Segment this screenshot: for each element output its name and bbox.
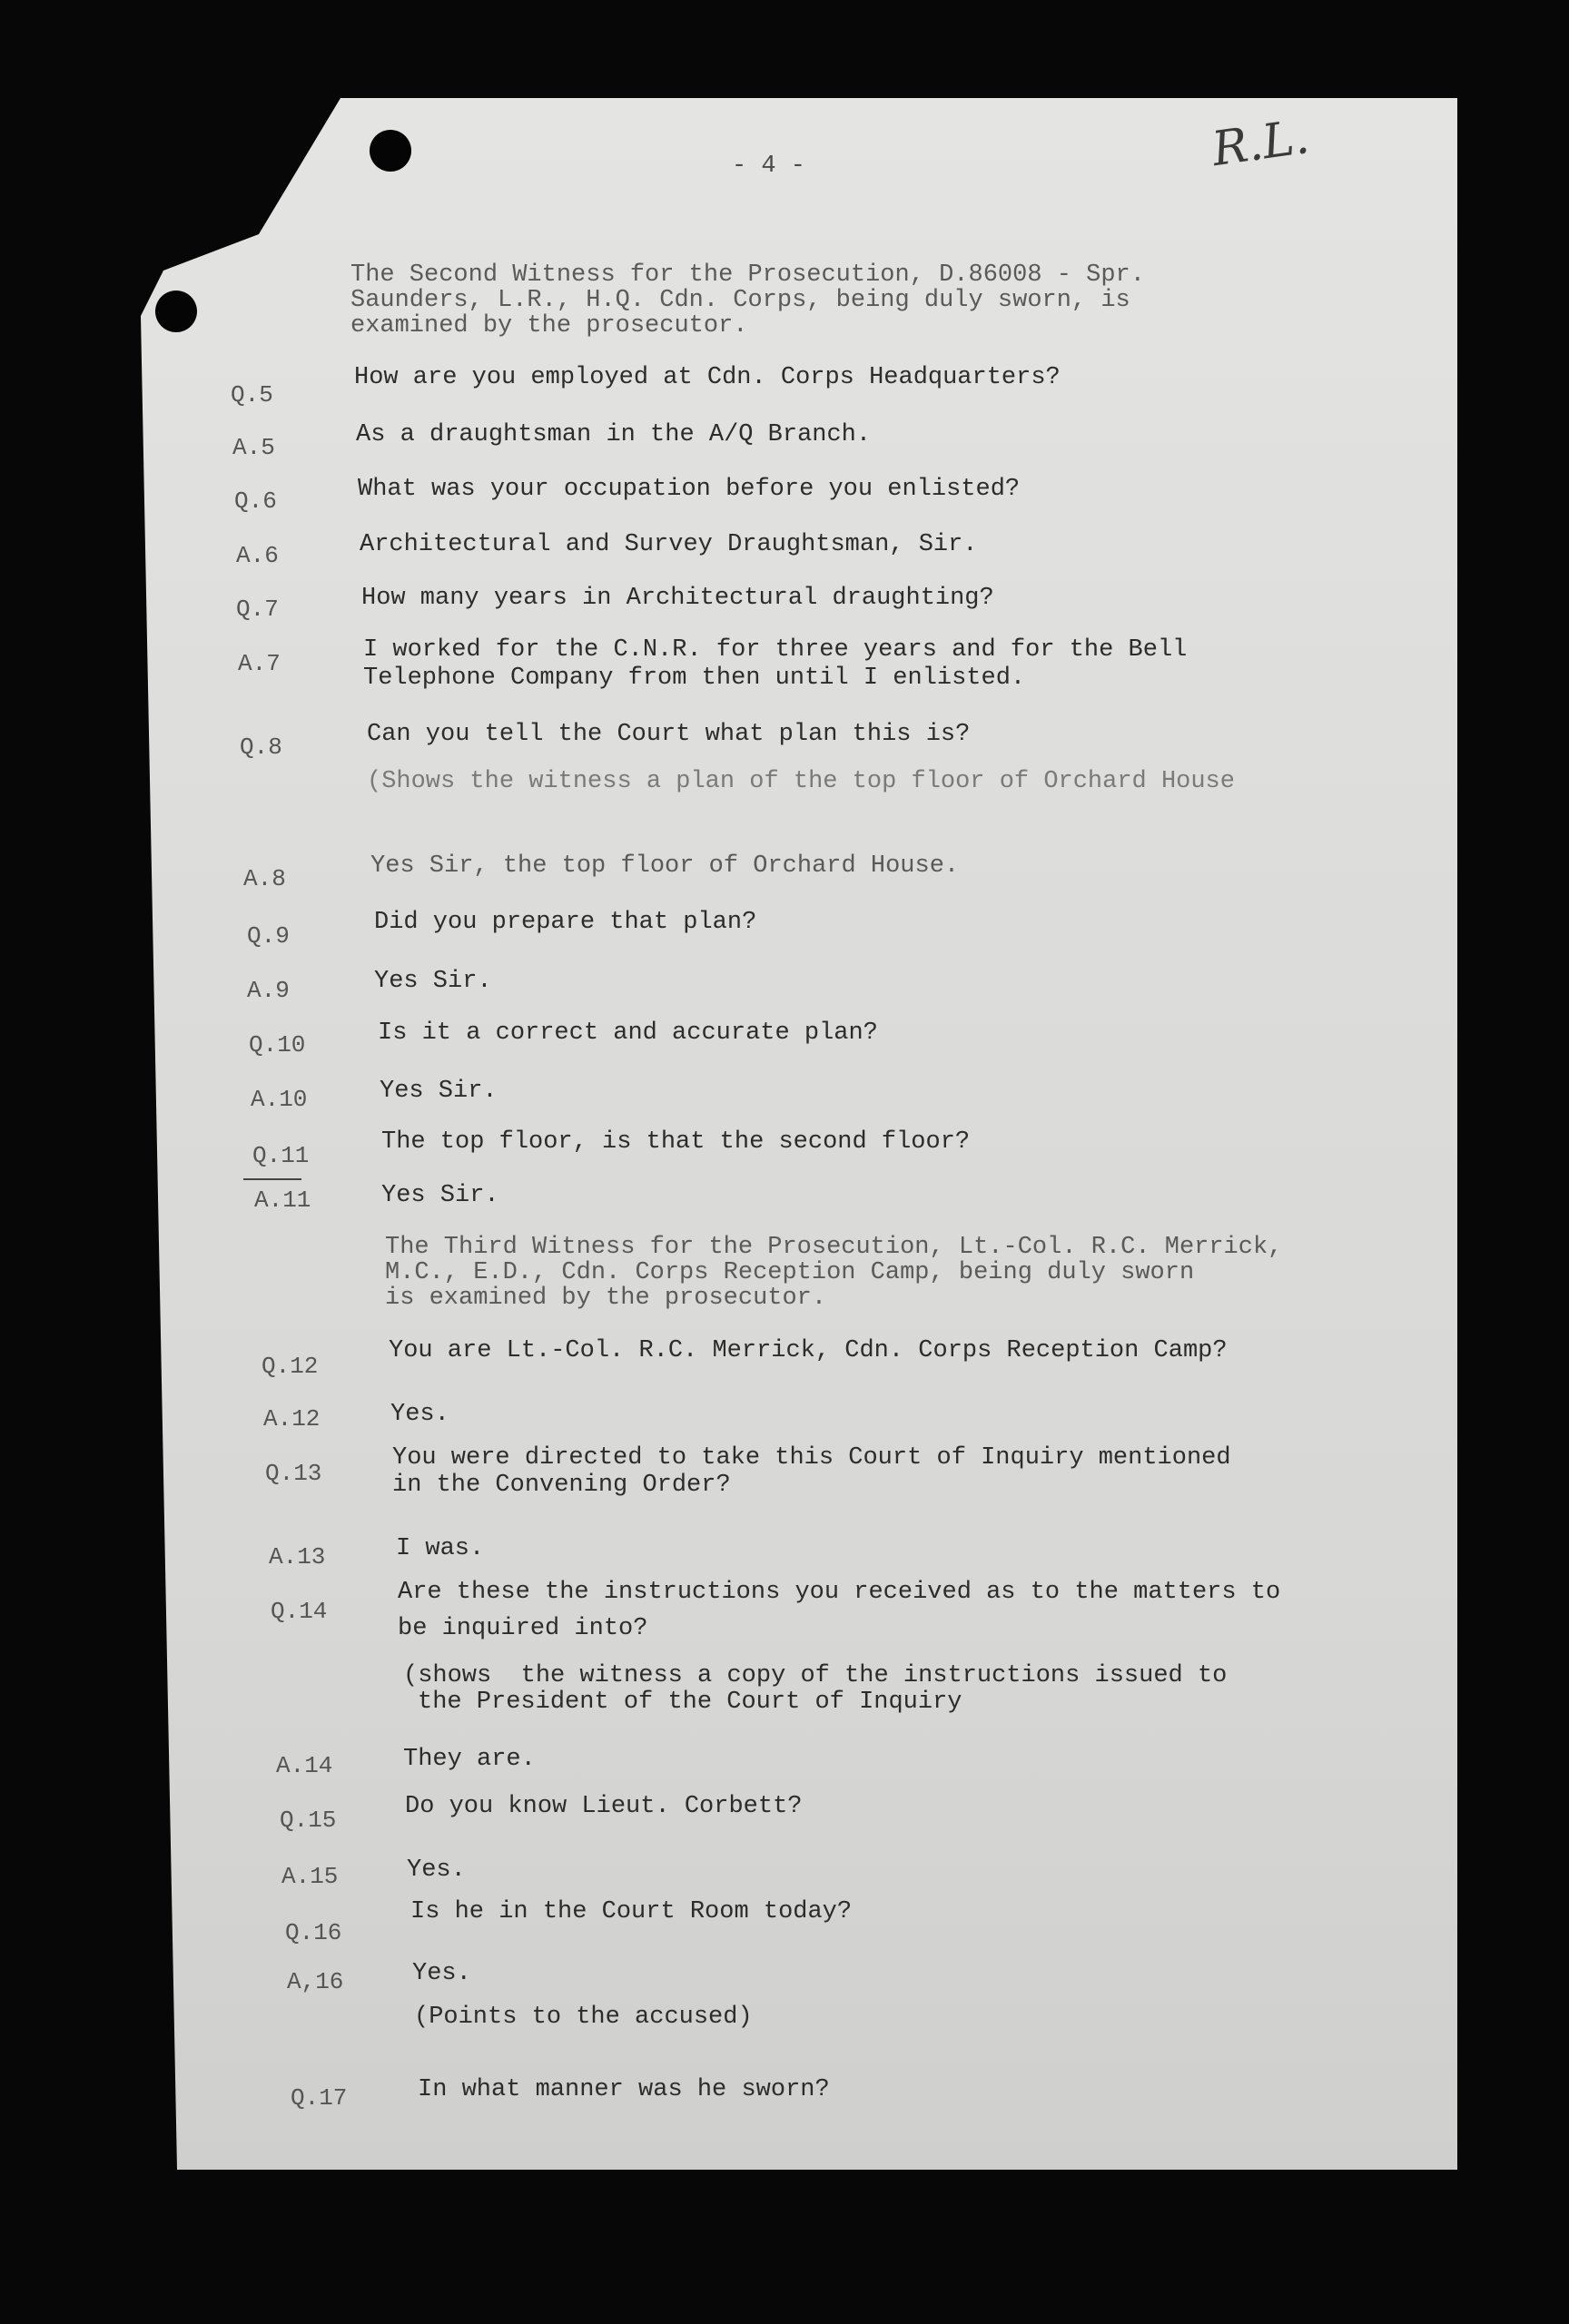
answer-label: A.15: [281, 1863, 339, 1890]
answer-label: A,16: [287, 1968, 344, 1995]
question-label: Q.8: [240, 734, 282, 761]
answer-text: As a draughtsman in the A/Q Branch.: [356, 421, 872, 448]
answer-text: Architectural and Survey Draughtsman, Sir.: [360, 531, 978, 558]
intro-line: The Second Witness for the Prosecution, D.86008 - Spr.: [350, 261, 1145, 289]
note-text: (Shows the witness a plan of the top floor of Orchard House: [367, 768, 1235, 795]
answer-label: A.9: [247, 977, 290, 1004]
question-label: Q.12: [262, 1353, 319, 1380]
question-label: Q.7: [236, 596, 279, 623]
punch-hole: [370, 130, 411, 172]
answer-label: A.13: [269, 1543, 326, 1571]
answer-label: A.5: [232, 434, 275, 461]
intro-line: M.C., E.D., Cdn. Corps Reception Camp, being duly sworn: [385, 1259, 1195, 1286]
question-text: Did you prepare that plan?: [374, 909, 757, 936]
answer-text: Yes Sir.: [380, 1078, 498, 1105]
question-text: What was your occupation before you enlisted?: [358, 476, 1021, 503]
note-text: (shows the witness a copy of the instructions issued to: [403, 1662, 1228, 1689]
intro-line: examined by the prosecutor.: [350, 312, 748, 340]
question-label: Q.6: [234, 487, 277, 515]
answer-label: A.14: [276, 1752, 333, 1779]
question-text: Do you know Lieut. Corbett?: [405, 1793, 803, 1820]
question-label: Q.13: [265, 1460, 322, 1487]
question-label: Q.5: [231, 381, 273, 409]
question-text: in the Convening Order?: [392, 1472, 731, 1499]
answer-text: Yes.: [412, 1960, 471, 1987]
intro-line: is examined by the prosecutor.: [385, 1285, 827, 1312]
question-text: Are these the instructions you received as to the matters to: [398, 1579, 1281, 1606]
question-text: You are Lt.-Col. R.C. Merrick, Cdn. Corps Reception Camp?: [389, 1337, 1228, 1364]
underline-mark: [243, 1178, 301, 1180]
answer-text: I worked for the C.N.R. for three years and for the Bell: [363, 636, 1188, 664]
answer-text: I was.: [396, 1535, 485, 1562]
answer-text: Yes.: [407, 1856, 466, 1884]
answer-label: A.12: [263, 1405, 321, 1433]
intro-line: The Third Witness for the Prosecution, Lt.-Col. R.C. Merrick,: [385, 1234, 1283, 1261]
question-text: The top floor, is that the second floor?: [381, 1128, 971, 1156]
question-text: How are you employed at Cdn. Corps Headquarters?: [354, 364, 1061, 391]
answer-label: A.10: [251, 1086, 308, 1113]
note-text: (Points to the accused): [414, 2004, 753, 2031]
answer-label: A.7: [238, 650, 281, 677]
question-text: Is he in the Court Room today?: [410, 1898, 853, 1925]
handwritten-initials: R.L.: [1209, 109, 1313, 178]
question-label: Q.14: [271, 1598, 328, 1625]
answer-label: A.11: [254, 1187, 311, 1214]
question-text: How many years in Architectural draughting?: [361, 585, 994, 612]
question-label: Q.10: [249, 1031, 306, 1059]
question-label: Q.9: [247, 922, 290, 950]
question-text: In what manner was he sworn?: [418, 2076, 830, 2103]
answer-text: Yes.: [390, 1401, 449, 1428]
intro-line: Saunders, L.R., H.Q. Cdn. Corps, being duly sworn, is: [350, 287, 1130, 314]
question-label: Q.15: [280, 1807, 337, 1834]
answer-text: Telephone Company from then until I enlisted.: [363, 665, 1026, 692]
answer-text: Yes Sir.: [374, 968, 492, 995]
note-text: the President of the Court of Inquiry: [418, 1689, 962, 1716]
answer-text: Yes Sir, the top floor of Orchard House.: [370, 852, 960, 880]
answer-text: Yes Sir.: [381, 1182, 499, 1209]
answer-text: They are.: [403, 1746, 536, 1773]
question-text: Is it a correct and accurate plan?: [378, 1019, 878, 1047]
question-label: Q.16: [285, 1919, 342, 1946]
question-text: Can you tell the Court what plan this is?: [367, 721, 971, 748]
question-label: Q.17: [291, 2084, 348, 2112]
page-number: - 4 -: [732, 153, 806, 180]
question-text: You were directed to take this Court of Inquiry mentioned: [392, 1444, 1231, 1472]
question-text: be inquired into?: [398, 1615, 648, 1642]
answer-label: A.6: [236, 542, 279, 569]
punch-hole: [155, 290, 197, 332]
question-label: Q.11: [252, 1142, 310, 1169]
answer-label: A.8: [243, 865, 286, 892]
